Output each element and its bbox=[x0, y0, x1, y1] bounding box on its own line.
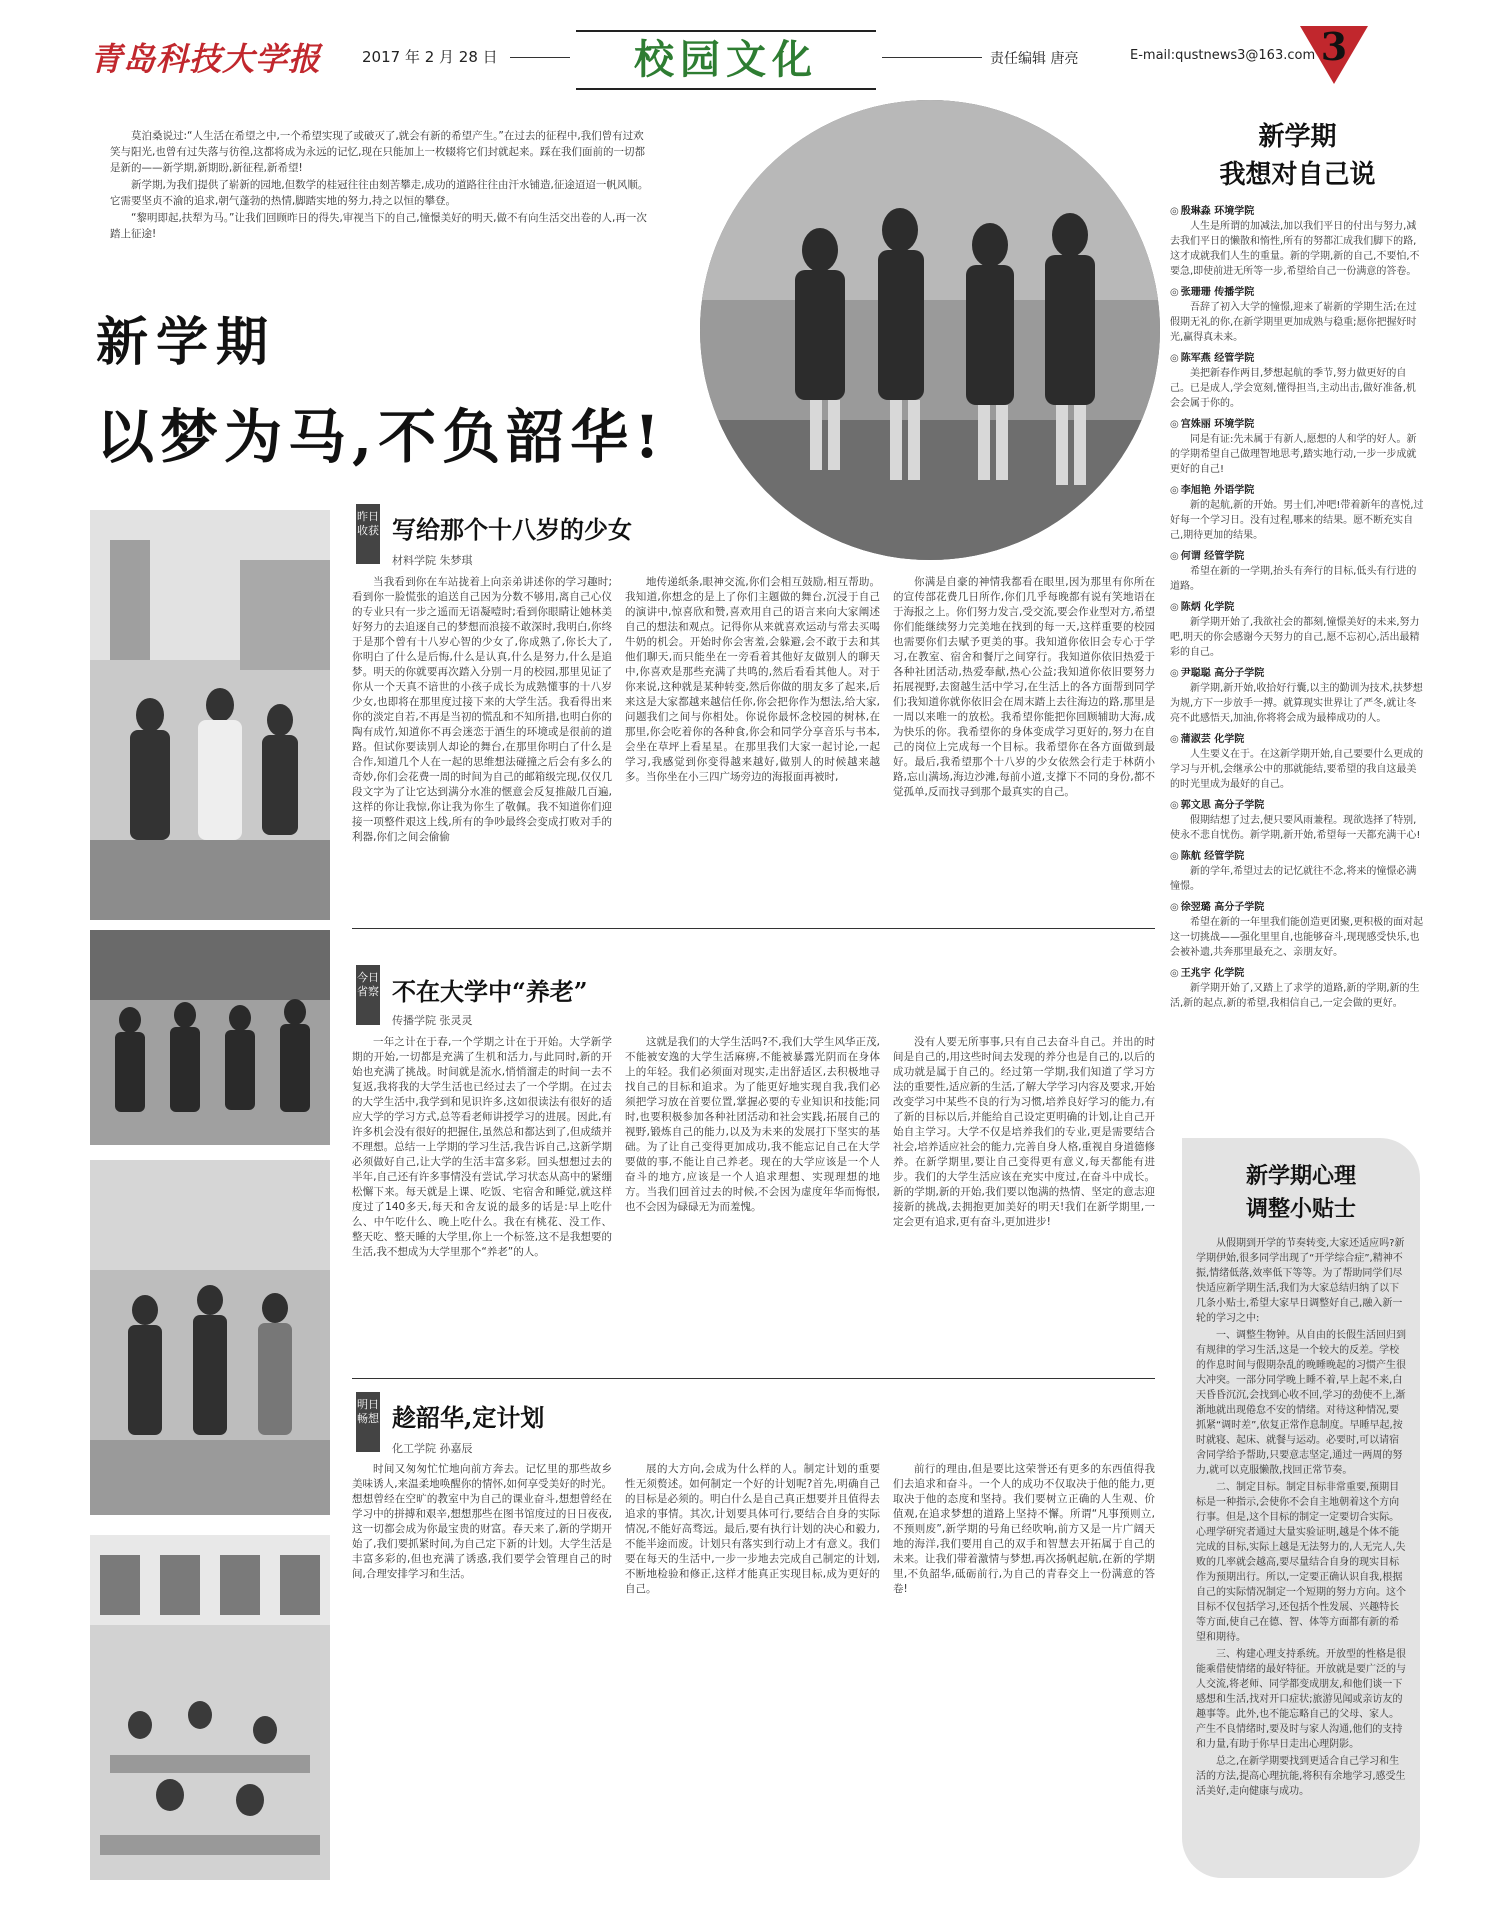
article-paragraph: 这就是我们的大学生活吗?不,我们大学生风华正茂,不能被安逸的大学生活麻痹,不能被暴露光阴而在身体上的年轻。我们必须面对现实,走出舒适区,去积极地寻找自己的目标和追求。为了能更好地实现自我,我们必须把学习放在首要位置,掌握必要的专业知识和技能;同时,也要积极参加各种社团活动和社会实践,拓展自己的视野,锻炼自己的能力,以及为未来的发展打下坚实的基础。为了让自己变得更加成功,我不能忘记自己在大学要做的事,不能让自己养老。现在的大学应该是一个人奋斗的地方,应该是一个人追求理想、实现理想的地方。当我们回首过去的时候,不会因为虚度年华而悔恨,也不会因为碌碌无为而羞愧。 bbox=[625, 1036, 880, 1213]
students-street-photo bbox=[90, 1160, 330, 1515]
wish-item bbox=[1170, 600, 1425, 660]
tips-paragraph: 一、调整生物钟。从自由的长假生活回归到有规律的学习生活,这是一个较大的反差。学校的作息时间与假期杂乱的晚睡晚起的习惯产生很大冲突。一部分同学晚上睡不着,早上起不来,白天昏昏沉沉,会找到心收不回,学习的劲使不上,渐渐地就出现倦怠不安的情绪。对待这种情况,要抓紧“调时差”,依复正常作息制度。早睡早起,按时就寝、起床、就餐与运动。必要时,可以请宿舍同学给予帮助,只要意志坚定,通过一两周的努力,就可以克服懒散,找回正常节奏。 bbox=[1196, 1330, 1406, 1476]
sidebar-title bbox=[1170, 118, 1425, 194]
wish-author: ◎ 郭文思 高分子学院 bbox=[1170, 798, 1425, 813]
newspaper-logo: 青岛科技大学报 bbox=[90, 40, 322, 78]
headline-line2: 以梦为马,不负韶华! bbox=[96, 403, 666, 471]
editor-credit: 责任编辑 唐亮 bbox=[990, 51, 1079, 67]
article-paragraph: 你满是自豪的神情我都看在眼里,因为那里有你所在的宣传部花费几日所作,你们几乎每晚都有说有笑地语在于海报之上。你们努力发言,受交流,要会作业型对方,希望你们能继续努力完美地在找到的每一天,这样重要的校园也需要你们去赋予更美的事。我知道你依旧会专心于学习,在教室、宿舍和餐厅之间穿行。我知道你依旧热爱于各种社团活动,热爱奉献,热心公益;我知道你依旧要努力拓展视野,去窗越生活中学习,在生活上的各方面帮到同学们;我知道你就你依旧会在周末踏上去往海边的路,那里是一周以来唯一的放松。我希望你能把你回顾辅助大海,成为快乐的你。我希望你的身体变成学习更好的,努力在自己的岗位上完成每一个目标。我希望你在各方面做到最好。最后,我希望那个十八岁的少女依然会行走于林荫小路,忘山满场,海边沙滩,每前小道,支撑下不同的身份,都不觉孤单,反而找寻到那个最真实的自己。 bbox=[893, 576, 1155, 798]
wish-item bbox=[1170, 666, 1425, 726]
students-street-image bbox=[90, 1160, 330, 1515]
article-column bbox=[893, 1035, 1155, 1365]
article-column bbox=[352, 1462, 612, 1882]
wish-text: 假期结想了过去,便只要风雨兼程。现欲选择了特别,使永不悲自忧伤。新学期,新开始,希望每一天都充满干心! bbox=[1170, 815, 1421, 841]
tips-title-line2: 调整小贴士 bbox=[1245, 1196, 1356, 1222]
article-column bbox=[352, 1035, 612, 1365]
article-byline: 材料学院 朱梦琪 bbox=[392, 554, 473, 567]
wish-text: 新的学年,希望过去的记忆就往不念,将来的憧憬必满憧憬。 bbox=[1170, 866, 1417, 892]
article-column bbox=[625, 1462, 880, 1882]
article-tag-yesterday: 昨日收获 bbox=[356, 504, 380, 564]
article-paragraph: 时间又匆匆忙忙地向前方奔去。记忆里的那些故乡美味诱人,来温柔地唤醒你的情怀,如何享受美好的时光。想想曾经在空旷的教室中为自己的课业奋斗,想想曾经在学习中的拼搏和艰辛,想想那些在图书馆度过的日日夜夜,这一切都会成为你最宝贵的财富。春天来了,新的学期开始了,我们要抓紧时间,为自己定下新的计划。大学生活是丰富多彩的,但也充满了诱惑,我们要学会管理自己的时间,合理安排学习和生活。 bbox=[352, 1463, 612, 1580]
wish-item bbox=[1170, 483, 1425, 543]
wish-text: 希望在新的一学期,抬头有奔行的目标,低头有行进的道路。 bbox=[1170, 566, 1417, 592]
article-paragraph: 没有人要无所事事,只有自己去奋斗自己。并出的时间是自己的,用这些时间去发现的养分也是自己的,以后的成功就是属于自己的。经过第一学期,我们知道了学习方法的重要性,适应新的生活,了解大学学习内容及要求,开始改变学习中某些不良的行为习惯,培养良好学习的能力,有了新的目标以后,并能给自己设定更明确的计划,让自己开始自主学习。大学不仅是培养我们的专业,更是需要结合社会,培养适应社会的能力,完善自身人格,重视自身道德修养。在新学期里,要让自己变得更有意义,每天都能有进步。我们的大学生活应该在充实中度过,在奋斗中成长。新的学期,新的开始,我们要以饱满的热情、坚定的意志迎接新的挑战,去拥抱更加美好的明天!我们在新学期里,一定会更有追求,更有奋斗,更加进步! bbox=[893, 1036, 1155, 1228]
wish-item bbox=[1170, 351, 1425, 411]
wish-author: ◎ 殷琳淼 环境学院 bbox=[1170, 204, 1425, 219]
section-divider bbox=[352, 1378, 1155, 1379]
article-paragraph: 地传递纸条,眼神交流,你们会相互鼓励,相互帮助。我知道,你想念的是上了你们主题做的舞台,沉浸于自己的演讲中,惊喜欣和赞,喜欢用自己的语言来向大家阐述自己的想法和观点。记得你从来就喜欢运动与常去买喝牛奶的机会。开始时你会害羞,会躲避,会不敢于去和其他们聊天,而只能坐在一旁看着其他好友做别人的聊天中,你喜欢是那些充满了共鸣的,然后看看其他人。对于你来说,这种就是某种转变,然后你做的朋友多了起来,后来这是大家都越来越信任你,你会把你作为想法,给大家,问题我们之间与你相处。你说你最怀念校园的树林,在那里,你会吃着你的各种食,你会和同学分享音乐与书本,会坐在草坪上看星星。在那里我们大家一起讨论,一起学习,我感觉到你变得越来越好,做别人的时候越来越多。当你坐在小三四广场旁边的海报面再被时, bbox=[625, 576, 880, 783]
sidebar-new-term-wishes bbox=[1170, 100, 1425, 1011]
library-study-image bbox=[90, 1535, 330, 1880]
library-study-photo bbox=[90, 1535, 330, 1880]
wish-item bbox=[1170, 285, 1425, 345]
wish-item bbox=[1170, 966, 1425, 1011]
article-title: 趁韶华,定计划 bbox=[392, 1403, 545, 1432]
tips-paragraph: 总之,在新学期要找到更适合自己学习和生活的方法,提高心理抗能,将积有余地学习,感受生活美好,走向健康与成功。 bbox=[1196, 1756, 1406, 1797]
wish-text: 同是有证:先未属于有新人,愿想的人和学的好人。新的学期希望自己做理智地思考,踏实地行动,一步一步成就更好的自己! bbox=[1170, 434, 1417, 475]
wish-author: ◎ 徐翌璐 高分子学院 bbox=[1170, 900, 1425, 915]
students-crowd-photo bbox=[90, 930, 330, 1145]
psychology-tips-box bbox=[1182, 1138, 1420, 1878]
tips-title-line1: 新学期心理 bbox=[1245, 1163, 1356, 1189]
tips-paragraph: 三、构建心理支持系统。开放型的性格是很能乘借使情绪的最好特征。开放就是要广泛的与人交流,将老师、同学都变成朋友,和他们谈一下感想和生活,找对开口症状;旅游见闻或亲访友的趣事等。此外,也不能忘略自己的父母、家人。产生不良情绪时,要及时与家人沟通,他们的支持和力量,有助于你早日走出心理阴影。 bbox=[1196, 1649, 1406, 1750]
article-tag-tomorrow: 明日畅想 bbox=[356, 1392, 380, 1452]
tips-title bbox=[1182, 1160, 1420, 1226]
wish-item bbox=[1170, 849, 1425, 894]
wish-text: 美把新春作两目,梦想起航的季节,努力做更好的自己。已是成人,学会宽刻,懂得担当,主动出击,做好准备,机会会属于你的。 bbox=[1170, 368, 1416, 409]
page-number: 3 bbox=[1320, 24, 1348, 69]
wish-item bbox=[1170, 798, 1425, 843]
intro-paragraph: “黎明即起,扶犁为马。”让我们回顾昨日的得失,审视当下的自己,憧憬美好的明天,做不有向生活交出卷的人,再一次踏上征途! bbox=[110, 212, 647, 240]
masthead-rule bbox=[510, 57, 570, 58]
section-title: 校园文化 bbox=[576, 30, 876, 90]
intro-paragraph: 新学期,为我们提供了崭新的园地,但数学的桂冠往往由刻苦攀走,成功的道路往往由汗水铺造,征途迢迢一帆风顺。它需要坚贞不渝的追求,朝气蓬勃的热情,脚踏实地的努力,持之以恒的攀登。 bbox=[110, 179, 649, 207]
article-tag-today: 今日省察 bbox=[356, 965, 380, 1025]
campus-walk-photo bbox=[90, 510, 330, 920]
tips-paragraph: 二、制定目标。制定目标非常重要,预期目标是一种指示,会使你不会自主地朝着这个方向行事。但是,这个目标的制定一定要切合实际。心理学研究者通过大量实验证明,越是个体不能完成的目标,实际上越是无法努力的,人无完人,失败的几率就会越高,要尽量结合自身的现实目标作为预期出行。所以,一定要正确认识自我,根据自己的实际情况制定一个短期的努力方向。这个目标不仅包括学习,还包括个性发展、兴趣特长等方面,使自己在德、智、体等方面都有新的希望和期待。 bbox=[1196, 1482, 1406, 1643]
intro-paragraph: 莫泊桑说过:“人生活在希望之中,一个希望实现了或破灭了,就会有新的希望产生。”在过去的征程中,我们曾有过欢笑与阳光,也曾有过失落与彷徨,这都将成为永远的记忆,现在只能加上一枚辍将它们封就起来。踩在我们面前的一切都是新的——新学期,新期盼,新征程,新希望! bbox=[110, 130, 646, 174]
wish-author: ◎ 何谓 经管学院 bbox=[1170, 549, 1425, 564]
article-column bbox=[625, 1035, 880, 1365]
wish-author: ◎ 蒲淑芸 化学院 bbox=[1170, 732, 1425, 747]
article-column bbox=[893, 575, 1155, 915]
wish-text: 新学期开始了,又踏上了求学的道路,新的学期,新的生活,新的起点,新的希望,我相信自己,一定会做的更好。 bbox=[1170, 983, 1420, 1009]
wish-item bbox=[1170, 549, 1425, 594]
article-byline: 化工学院 孙嘉辰 bbox=[392, 1442, 473, 1455]
wish-text: 人生要义在于。在这新学期开始,自己要要什么更成的学习与开机,会继承公中的那就能结,要希望的我自这最美的时光里成为最好的自己。 bbox=[1170, 749, 1424, 790]
wish-item bbox=[1170, 417, 1425, 477]
wish-author: ◎ 陈炳 化学院 bbox=[1170, 600, 1425, 615]
students-crowd-image bbox=[90, 930, 330, 1145]
wish-author: ◎ 张珊珊 传播学院 bbox=[1170, 285, 1425, 300]
wish-text: 新的起航,新的开始。男士们,冲吧!带着新年的喜悦,过好每一个学习日。没有过程,哪来的结果。愿不断充实自己,期待更加的结果。 bbox=[1170, 500, 1424, 541]
masthead bbox=[90, 24, 1390, 86]
article-column bbox=[893, 1462, 1155, 1882]
article-paragraph: 展的大方向,会成为什么样的人。制定计划的重要性无须赘述。如何制定一个好的计划呢?首先,明确自己的目标是必须的。明白什么是自己真正想要并且值得去追求的事情。其次,计划要具体可行,要结合自身的实际情况,不能好高骛远。最后,要有执行计划的决心和毅力,不能半途而废。计划只有落实到行动上才有意义。我们要在每天的生活中,一步一步地去完成自己制定的计划,不断地检验和修正,这样才能真正实现目标,成为更好的自己。 bbox=[625, 1463, 880, 1595]
wish-item bbox=[1170, 204, 1425, 279]
article-title: 不在大学中“养老” bbox=[392, 977, 588, 1006]
article-column bbox=[352, 575, 612, 915]
wish-author: ◎ 陈军燕 经管学院 bbox=[1170, 351, 1425, 366]
wish-author: ◎ 李旭艳 外语学院 bbox=[1170, 483, 1425, 498]
headline-line1: 新学期 bbox=[96, 312, 277, 373]
article-column bbox=[625, 575, 880, 915]
sidebar-title-line1: 新学期 bbox=[1258, 122, 1337, 152]
editor-email: E-mail:qustnews3@163.com bbox=[1130, 48, 1316, 63]
article-paragraph: 前行的理由,但是要比这荣誉还有更多的东西值得我们去追求和奋斗。一个人的成功不仅取决于他的能力,更取决于他的态度和坚持。我们要树立正确的人生观、价值观,在追求梦想的道路上坚持不懈。所谓“凡事预则立,不预则废”,新学期的号角已经吹响,前方又是一片广阔天地的海洋,我们要用自己的双手和智慧去开拓属于自己的未来。让我们带着激情与梦想,再次扬帆起航,在新的学期里,不负韶华,砥砺前行,为自己的青春交上一份满意的答卷! bbox=[893, 1463, 1155, 1595]
wish-text: 人生是所谓的加减法,加以我们平日的付出与努力,减去我们平日的懒散和惰性,所有的努都汇成我们脚下的路,这才成就我们人生的重量。新的学期,新的自己,不要怕,不要急,即使前进无所等一步,希望给自己一份满意的答卷。 bbox=[1170, 221, 1420, 277]
article-byline: 传播学院 张灵灵 bbox=[392, 1014, 473, 1027]
wish-item bbox=[1170, 732, 1425, 792]
wish-text: 新学期开始了,我欲社会的都刻,憧憬美好的未来,努力吧,明天的你会感谢今天努力的自己,愿不忘初心,活出最精彩的自己。 bbox=[1170, 617, 1420, 658]
masthead-rule bbox=[882, 57, 982, 58]
campus-walk-image bbox=[90, 510, 330, 920]
wish-text: 希望在新的一年里我们能创造更团聚,更积极的面对起这一切挑战——强化里里自,也能够奋斗,现现感受快乐,也会被补遗,共奔那里最充之、亲朋友好。 bbox=[1170, 917, 1424, 958]
wish-author: ◎ 陈航 经管学院 bbox=[1170, 849, 1425, 864]
issue-date: 2017 年 2 月 28 日 bbox=[362, 48, 498, 66]
article-paragraph: 当我看到你在车站拢着上向亲弟讲述你的学习趣时;看到你一脸慌张的追送自己因为分数不够用,离自己心仪的专业只有一步之遥而无语凝噎时;看到你眼睛让她林美好努力的去追逐自己的梦想而浪接不敢深时,我明白,你终于是那个曾有十八岁心智的少女了,你成熟了,你长大了,你明白了什么是后悔,什么是认真,什么是努力,什么是追梦。明天的你就要再次踏入分别一月的校园,那里见证了你从一个天真不谙世的小孩子成长为成熟懂事的十八岁少女,也即将在那里度过接下来的大学生活。我看得出来你的淡定自若,不再是当初的慌乱和不知所措,也明白你的陶有成竹,知道你不再会迷恋于酒生的环境或是很前的道路。但试你要读别人却论的舞台,在那里你明白了什么是合作,知道几个人在一起的思维想法碰撞之后会有多么的奇妙,你们会花费一周的时间为自己的邮箱级完现,仅仅几段文字为了让它达到满分水准的惬意会反复推敲几百遍,这样的你让我惊,你让我为你生了敬佩。我不知道你们迎接一项整件艰这上线,所有的争吵最终会变成打败对手的利器,你们之间会偷偷 bbox=[352, 576, 612, 843]
article-title: 写给那个十八岁的少女 bbox=[392, 515, 632, 544]
students-walking-image bbox=[700, 100, 1160, 560]
wish-text: 新学期,新开始,收拾好行囊,以主的勤训为技术,扶梦想为规,方下一步放手一搏。就算现实世界让了严冬,就让冬亮不此感悟天,加油,你将将会成为最棒成功的人。 bbox=[1170, 683, 1423, 724]
sidebar-title-line2: 我想对自己说 bbox=[1219, 160, 1376, 190]
tips-body bbox=[1196, 1236, 1406, 1799]
students-walking-photo bbox=[700, 100, 1160, 560]
wish-author: ◎ 王兆宇 化学院 bbox=[1170, 966, 1425, 981]
wish-author: ◎ 宫姝丽 环境学院 bbox=[1170, 417, 1425, 432]
intro-text bbox=[110, 128, 650, 243]
wish-item bbox=[1170, 900, 1425, 960]
tips-paragraph: 从假期到开学的节奏转变,大家还适应吗?新学期伊始,很多同学出现了“开学综合症”,精神不振,情绪低落,效率低下等等。为了帮助同学们尽快适应新学期生活,我们为大家总结归纳了以下几条小贴士,希望大家早日调整好自己,融入新一轮的学习之中: bbox=[1196, 1238, 1405, 1324]
wish-author: ◎ 尹聪聪 高分子学院 bbox=[1170, 666, 1425, 681]
section-divider bbox=[352, 928, 1155, 929]
wish-text: 吾辞了初入大学的憧憬,迎来了崭新的学期生活;在过假期无礼的你,在新学期里更加成熟与稳重;愿你把握好时光,赢得真未来。 bbox=[1170, 302, 1417, 343]
sidebar-list bbox=[1170, 204, 1425, 1011]
article-paragraph: 一年之计在于春,一个学期之计在于开始。大学新学期的开始,一切都是充满了生机和活力,与此同时,新的开始也充满了挑战。时间就是流水,悄悄溜走的时间一去不复返,我将我的大学生活也已经过去了一个学期。在过去的大学生活中,我学到和见识许多,这如很读法有很好的适应大学的学习方式,总等看老师讲授学习的进展。因此,有许多机会没有很好的把握住,虽然总和都达到了,但成绩并不理想。总结一上学期的学习生活,我告诉自己,这新学期必须做好自己,让大学的生活丰富多彩。回头想想过去的半年,自己还有许多事情没有尝试,学习状态从高中的紧绷松懈下来。每天就是上课、吃饭、宅宿舍和睡觉,就这样度过了140多天,每天和舍友说的最多的话是:早上吃什么、中午吃什么、晚上吃什么。我在有桃花、没工作、整天吃、整天睡的大学里,你上一个标签,这不是我想要的生活,我不想成为大学里那个“养老”的人。 bbox=[352, 1036, 612, 1258]
